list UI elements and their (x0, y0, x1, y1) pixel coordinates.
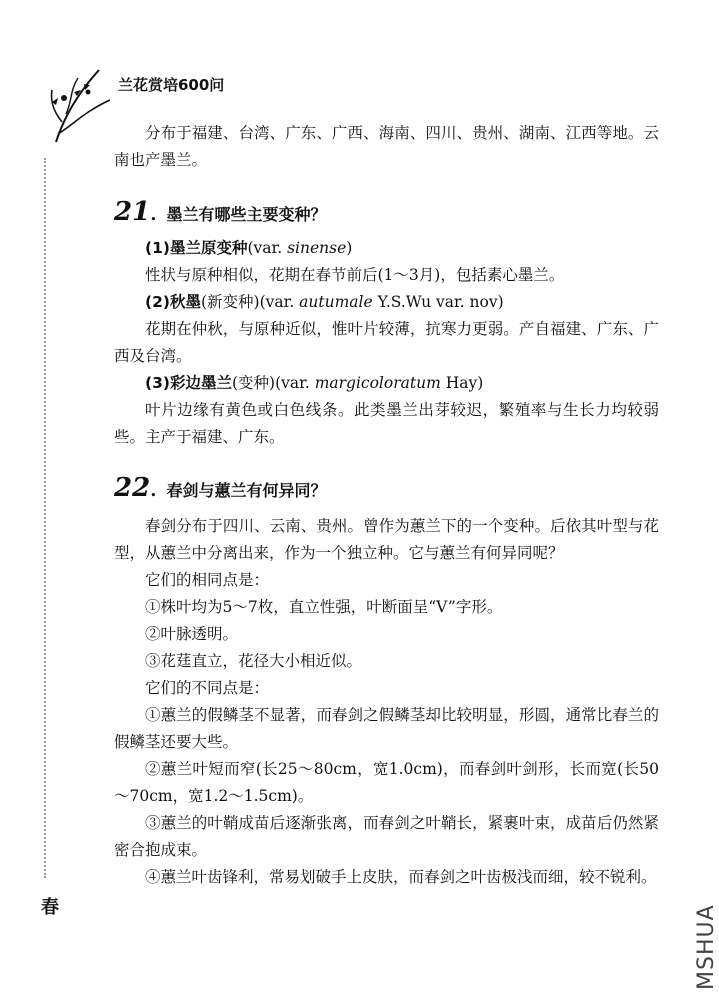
page-body (114, 120, 659, 891)
variety-name: (3)彩边墨兰 (145, 374, 232, 392)
watermark (664, 880, 719, 990)
orchid-illustration (44, 62, 114, 152)
latin-name: sinense (287, 239, 347, 257)
question-title: 春剑与蕙兰有何异同？ (166, 481, 327, 500)
variety-2-heading (114, 289, 659, 316)
question-title: 墨兰有哪些主要变种？ (166, 205, 327, 224)
variety-type: (变种) (231, 374, 276, 392)
question-number: 22 (114, 473, 151, 503)
variety-1-heading (114, 235, 659, 262)
same-point: ①株叶均为5～7枚，直立性强，叶断面呈“V”字形。 (145, 598, 503, 616)
latin-prefix: (var. (259, 293, 300, 311)
variety-1-text: 性状与原种相似，花期在春节前后(1～3月)，包括素心墨兰。 (145, 266, 565, 284)
question-dot: . (150, 480, 157, 501)
latin-prefix: (var. (275, 374, 315, 392)
same-point: ③花莛直立，花径大小相近似。 (145, 652, 363, 670)
question-21-heading (114, 197, 659, 227)
diff-points-heading: 它们的不同点是： (145, 679, 270, 697)
latin-suffix: ) (346, 239, 353, 257)
chapter-mark: 春 (41, 897, 59, 918)
question-dot: . (150, 204, 157, 225)
question-22-heading (114, 473, 659, 503)
latin-name: margicoloratum (314, 374, 441, 392)
q22-paragraph: 春剑分布于四川、云南、贵州。曾作为蕙兰下的一个变种。后依其叶型与花型，从蕙兰中分离出来，作为一个独立种。它与蕙兰有何异同呢？ (114, 517, 659, 562)
running-header-title: 兰花赏培600问 (118, 76, 225, 94)
variety-name: (2)秋墨 (145, 293, 201, 311)
variety-type: (新变种) (200, 293, 260, 311)
latin-prefix: (var. (247, 239, 288, 257)
same-point: ②叶脉透明。 (145, 625, 239, 643)
variety-name: (1)墨兰原变种 (145, 239, 248, 257)
diff-point: ④蕙兰叶齿锋利，常易划破手上皮肤，而春剑之叶齿极浅而细，较不锐利。 (145, 868, 657, 886)
diff-point: ①蕙兰的假鳞茎不显著，而春剑之假鳞茎却比较明显，形圆，通常比春兰的假鳞茎还要大些。 (114, 706, 659, 751)
margin-dotted-rule (44, 158, 46, 878)
latin-suffix: Y.S.Wu var. nov) (372, 293, 504, 311)
latin-name: autumale (299, 293, 373, 311)
variety-2-text: 花期在仲秋，与原种近似，惟叶片较薄，抗寒力更弱。产自福建、广东、广西及台湾。 (114, 320, 659, 365)
variety-3-text: 叶片边缘有黄色或白色线条。此类墨兰出芽较迟，繁殖率与生长力均较弱些。主产于福建、广东。 (114, 401, 659, 446)
same-points-heading: 它们的相同点是： (145, 571, 270, 589)
question-number: 21 (114, 197, 151, 227)
latin-suffix: Hay) (440, 374, 484, 392)
watermark-text: MSHUA (694, 904, 719, 990)
diff-point: ③蕙兰的叶鞘成苗后逐渐张离，而春剑之叶鞘长，紧裹叶束，成苗后仍然紧密合抱成束。 (114, 814, 659, 859)
intro-paragraph: 分布于福建、台湾、广东、广西、海南、四川、贵州、湖南、江西等地。云南也产墨兰。 (114, 124, 659, 169)
variety-3-heading (114, 370, 659, 397)
diff-point: ②蕙兰叶短而窄(长25～80cm，宽1.0cm)，而春剑叶剑形，长而宽(长50～70cm，宽1.2～1.5cm)。 (114, 760, 659, 805)
